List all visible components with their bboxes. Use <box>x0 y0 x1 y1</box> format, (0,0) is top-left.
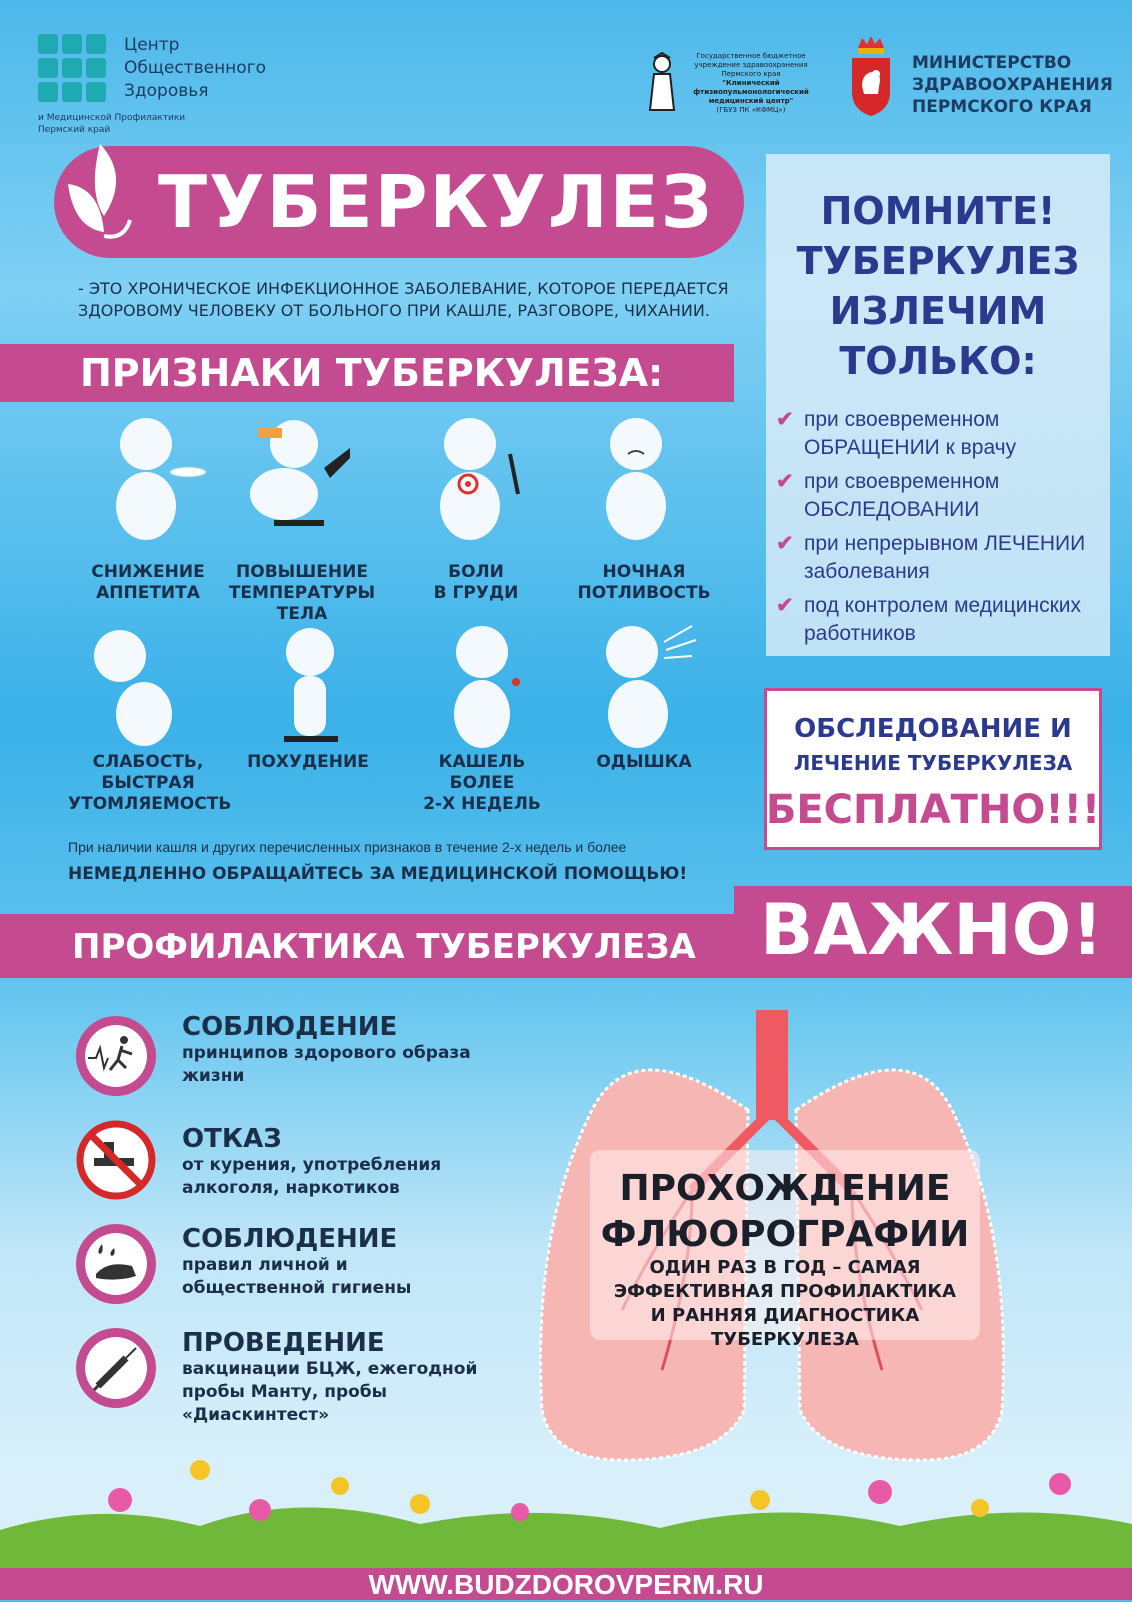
prevention-item-text: от курения, употребления алкоголя, наркотиков <box>182 1155 442 1198</box>
sign-label: ОДЫШКА <box>596 752 692 772</box>
list-item: ✔ при своевременном ОБСЛЕДОВАНИИ <box>776 470 1000 521</box>
sign-label: КАШЕЛЬ БОЛЕЕ 2-Х НЕДЕЛЬ <box>423 752 541 814</box>
gbuz-name: Государственное бюджетное учреждение здравоохранения Пермского края "Клинический фтизиопульмонологический медицинский центр" (ГБУЗ ПК «КФМЦ») <box>693 52 809 114</box>
prevention-title: ПРОФИЛАКТИКА ТУБЕРКУЛЕЗА <box>72 927 696 967</box>
figure-breathlessness-icon <box>592 622 702 752</box>
flowers-meadow-icon <box>0 1440 1132 1580</box>
figure-chest-pain-icon <box>420 414 530 544</box>
figure-weight-loss-icon <box>254 622 364 752</box>
list-item: ✔ под контролем медицинских работников <box>776 594 1082 645</box>
free-line-2: ЛЕЧЕНИЕ ТУБЕРКУЛЕЗА <box>793 751 1073 775</box>
list-item: ✔ при своевременном ОБРАЩЕНИИ к врачу <box>776 408 1017 459</box>
sign-label: ПОХУДЕНИЕ <box>247 752 369 772</box>
figure-weakness-icon <box>84 622 194 752</box>
syringe-icon <box>74 1326 158 1410</box>
footer-url: WWW.BUDZDOROVPERM.RU <box>368 1569 764 1600</box>
runner-icon <box>74 1014 158 1098</box>
free-line-3: БЕСПЛАТНО!!! <box>765 787 1101 833</box>
leaf-icon <box>60 136 144 254</box>
prevention-item-text: правил личной и общественной гигиены <box>182 1255 412 1298</box>
signs-title: ПРИЗНАКИ ТУБЕРКУЛЕЗА: <box>80 351 664 395</box>
no-smoking-icon <box>74 1118 158 1202</box>
center-logo-icon <box>38 34 106 102</box>
center-subtitle: и Медицинской Профилактики Пермский край <box>38 113 186 135</box>
remember-list <box>776 406 1108 654</box>
ministry-name: МИНИСТЕРСТВО ЗДРАВООХРАНЕНИЯ ПЕРМСКОГО КРАЯ <box>912 53 1113 117</box>
signs-note: При наличии кашля и других перечисленных признаков в течение 2-х недель и более <box>68 839 627 855</box>
page-title: ТУБЕРКУЛЕЗ <box>158 160 714 244</box>
gbuz-logo-icon <box>644 52 680 114</box>
sign-label: СЛАБОСТЬ, БЫСТРАЯ УТОМЛЯЕМОСТЬ <box>68 752 232 814</box>
sign-label: СНИЖЕНИЕ АППЕТИТА <box>91 562 205 603</box>
fluorography-title: ПРОХОЖДЕНИЕ ФЛЮОРОГРАФИИ <box>600 1168 970 1255</box>
hand-washing-icon <box>74 1222 158 1306</box>
figure-sweating-icon <box>586 414 696 544</box>
prevention-item-heading: СОБЛЮДЕНИЕ <box>182 1224 398 1254</box>
prevention-item-heading: ОТКАЗ <box>182 1124 282 1154</box>
prevention-item-heading: СОБЛЮДЕНИЕ <box>182 1012 398 1042</box>
checkmark-icon: ✔ <box>776 408 794 431</box>
checkmark-icon: ✔ <box>776 532 794 555</box>
free-line-1: ОБСЛЕДОВАНИЕ И <box>794 714 1072 744</box>
definition-text: - ЭТО ХРОНИЧЕСКОЕ ИНФЕКЦИОННОЕ ЗАБОЛЕВАНИЕ, КОТОРОЕ ПЕРЕДАЕТСЯ ЗДОРОВОМУ ЧЕЛОВЕКУ ОТ БОЛЬНОГО ПРИ КАШЛЕ, РАЗГОВОРЕ, ЧИХАНИИ. <box>78 279 729 320</box>
remember-title: ПОМНИТЕ! ТУБЕРКУЛЕЗ ИЗЛЕЧИМ ТОЛЬКО: <box>796 189 1080 383</box>
figure-fever-icon <box>244 414 354 544</box>
list-item: ✔ при непрерывном ЛЕЧЕНИИ заболевания <box>776 532 1086 583</box>
fluorography-description: ОДИН РАЗ В ГОД – САМАЯ ЭФФЕКТИВНАЯ ПРОФИЛАКТИКА И РАННЯЯ ДИАГНОСТИКА ТУБЕРКУЛЕЗА <box>613 1257 957 1350</box>
prevention-item-heading: ПРОВЕДЕНИЕ <box>182 1328 385 1358</box>
perm-crest-icon <box>848 34 894 118</box>
sign-label: ПОВЫШЕНИЕ ТЕМПЕРАТУРЫ ТЕЛА <box>228 562 376 624</box>
figure-cough-icon <box>432 622 542 752</box>
sign-label: БОЛИ В ГРУДИ <box>433 562 519 603</box>
checkmark-icon: ✔ <box>776 470 794 493</box>
prevention-item-text: принципов здорового образа жизни <box>182 1043 471 1086</box>
checkmark-icon: ✔ <box>776 594 794 617</box>
sign-label: НОЧНАЯ ПОТЛИВОСТЬ <box>577 562 711 603</box>
signs-call-to-action: НЕМЕДЛЕННО ОБРАЩАЙТЕСЬ ЗА МЕДИЦИНСКОЙ ПОМОЩЬЮ! <box>68 864 688 884</box>
figure-appetite-icon <box>96 414 206 544</box>
prevention-item-text: вакцинации БЦЖ, ежегодной пробы Манту, пробы «Диаскинтест» <box>182 1359 478 1425</box>
important-label: ВАЖНО! <box>760 889 1104 971</box>
center-name: Центр Общественного Здоровья <box>124 35 267 101</box>
